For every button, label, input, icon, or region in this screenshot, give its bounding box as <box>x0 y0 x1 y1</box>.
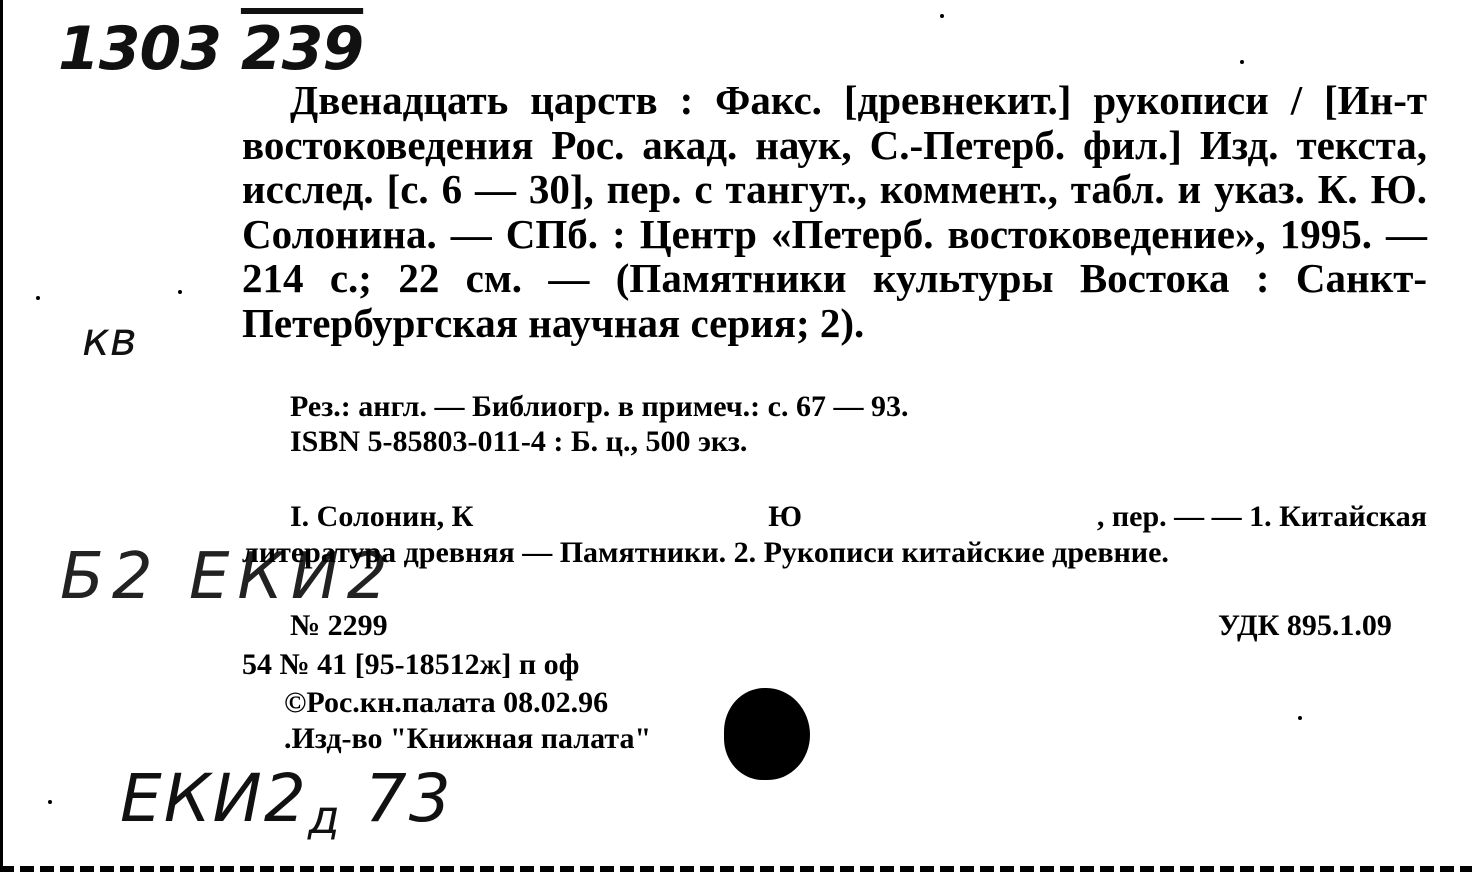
tracing-initial: Ю <box>768 500 803 533</box>
handwritten-shelf-number <box>58 14 363 84</box>
tracing-subject-1: , пер. — — 1. Китайская <box>1096 500 1427 533</box>
speck <box>36 296 40 300</box>
handwritten-number: 1303 <box>58 14 221 84</box>
card-left-edge <box>0 0 3 872</box>
handwritten-kv: кв <box>82 312 137 366</box>
speck <box>1298 716 1302 720</box>
speck <box>940 14 944 18</box>
handwritten-bottom-mark <box>120 760 453 844</box>
bibliographic-description: Двенадцать царств : Факс. [древнекит.] рукописи / [Ин-т востоковедения Рос. акад. наук, С.-Петерб. фил.] Изд. текста, исслед. [с. 6 — 30], пер. с тангут., коммент., табл. и указ. К. Ю. Солонина. — СПб. : Центр «Петерб. востоковедение», 1995. — 214 с.; 22 см. — (Памятники культуры Востока : Санкт-Петербургская научная серия; 2). <box>242 77 1427 346</box>
tracing-author: I. Солонин, К <box>290 500 474 533</box>
print-run-line: 54 № 41 [95-18512ж] п оф <box>242 648 580 681</box>
publisher-line: .Изд-во "Книжная палата" <box>284 722 652 755</box>
card-bottom-edge <box>0 866 1472 872</box>
record-number: № 2299 <box>290 609 388 642</box>
handwritten-bottom-sub: д <box>307 790 342 844</box>
ink-blot <box>724 688 810 780</box>
handwritten-number-sub: 239 <box>240 14 364 84</box>
copyright-line: ©Рос.кн.палата 08.02.96 <box>284 686 609 719</box>
tracings-line-2: литература древняя — Памятники. 2. Рукописи китайские древние. <box>242 536 1169 569</box>
isbn-line: ISBN 5-85803-011-4 : Б. ц., 500 экз. <box>290 425 748 458</box>
speck <box>1240 60 1244 64</box>
handwritten-bottom-num: 73 <box>364 760 453 837</box>
udk-code: УДК 895.1.09 <box>1218 609 1392 642</box>
handwritten-bottom-code: ЕКИ2 <box>120 760 308 837</box>
speck <box>48 800 52 804</box>
note-summary-bibliography: Рез.: англ. — Библиогр. в примеч.: с. 67 — 93. <box>290 390 909 423</box>
handwritten-call-mark: Б2 ЕКИ2 <box>60 540 396 614</box>
speck <box>178 290 182 294</box>
tracings-line-1 <box>290 500 1427 534</box>
